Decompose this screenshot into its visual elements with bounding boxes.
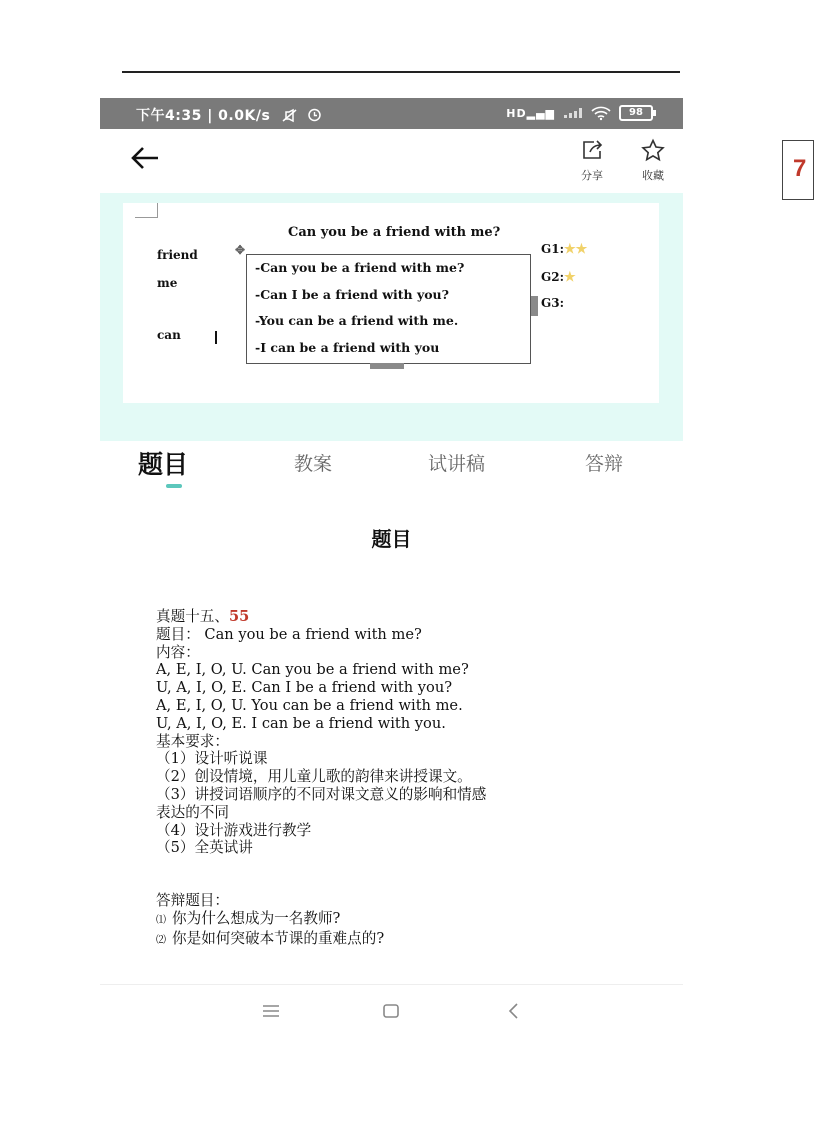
wifi-icon xyxy=(591,106,611,120)
defense-item: ⑵ 你是如何突破本节课的重难点的? xyxy=(156,929,385,947)
slide-word-can: can xyxy=(157,328,181,342)
content-line: A, E, I, O, U. You can be a friend with me. xyxy=(156,696,463,714)
defense-label: 答辩题目： xyxy=(156,892,229,910)
mute-icon xyxy=(282,109,298,122)
requirement-item: （4）设计游戏进行教学 xyxy=(156,821,312,839)
side-page-tab xyxy=(782,140,814,200)
star-icon: ★★ xyxy=(564,242,588,257)
active-tab-indicator xyxy=(166,484,182,488)
requirement-item: （2）创设情境，用儿童儿歌的韵律来讲授课文。 xyxy=(156,768,472,786)
share-button[interactable] xyxy=(572,139,612,183)
share-label: 分享 xyxy=(581,169,603,182)
spacer xyxy=(156,857,666,892)
sentence-line: -Can I be a friend with you? xyxy=(255,287,449,302)
slide-corner-mark xyxy=(135,203,158,218)
group-2: G2:★ xyxy=(541,270,576,285)
status-bar xyxy=(100,98,683,129)
slide-word-friend: friend xyxy=(157,248,198,262)
section-title: 题目 xyxy=(371,527,412,551)
slide-preview[interactable] xyxy=(100,193,683,441)
home-icon[interactable] xyxy=(379,999,403,1023)
system-nav-bar xyxy=(100,984,683,1035)
requirements-label: 基本要求： xyxy=(156,732,229,750)
sentence-line: -You can be a friend with me. xyxy=(255,313,459,328)
app-bar xyxy=(100,129,683,193)
signal-icon: HD▂▄▆ xyxy=(506,106,555,120)
status-icons xyxy=(506,105,653,121)
star-outline-icon xyxy=(641,139,665,161)
defense-item: ⑴ 你为什么想成为一名教师? xyxy=(156,909,341,927)
sentence-textbox[interactable] xyxy=(246,254,531,364)
requirement-item: （1）设计听说课 xyxy=(156,750,268,768)
tab-defense[interactable]: 答辩 xyxy=(585,453,624,475)
question-content xyxy=(156,608,666,950)
tab-topic[interactable]: 题目 xyxy=(138,450,189,479)
group-3: G3: xyxy=(541,296,565,310)
top-divider xyxy=(122,71,680,73)
alarm-icon xyxy=(307,107,322,122)
requirement-item: 表达的不同 xyxy=(156,803,229,821)
question-topic: 题目： Can you be a friend with me? xyxy=(156,625,422,643)
content-line: U, A, I, O, E. Can I be a friend with you? xyxy=(156,679,453,697)
share-icon xyxy=(580,139,604,161)
slide-word-me: me xyxy=(157,276,178,290)
back-nav-icon[interactable] xyxy=(502,999,526,1023)
star-icon: ★ xyxy=(564,270,576,285)
question-header: 真题十五、55 xyxy=(156,608,250,625)
battery-icon: 98 xyxy=(619,105,653,121)
resize-handle-bottom[interactable] xyxy=(370,363,404,369)
back-arrow-icon[interactable] xyxy=(128,141,162,175)
status-time: 下午4:35 | 0.0K/s xyxy=(136,105,322,125)
slide-title: Can you be a friend with me? xyxy=(288,225,501,240)
tab-bar xyxy=(100,441,683,493)
content-line: A, E, I, O, U. Can you be a friend with me? xyxy=(156,661,469,679)
requirement-item: （3）讲授词语顺序的不同对课文意义的影响和情感 xyxy=(156,785,487,803)
favorite-label: 收藏 xyxy=(642,169,664,182)
signal-weak-icon xyxy=(563,107,583,119)
tab-lesson-plan[interactable]: 教案 xyxy=(294,453,333,475)
phone-screen xyxy=(100,98,683,1034)
favorite-button[interactable] xyxy=(633,139,673,183)
content-line: U, A, I, O, E. I can be a friend with you. xyxy=(156,714,446,732)
sentence-line: -I can be a friend with you xyxy=(255,340,440,355)
menu-icon[interactable] xyxy=(259,999,283,1023)
resize-handle-right[interactable] xyxy=(531,296,538,316)
text-cursor xyxy=(215,331,217,344)
side-page-number: 7 xyxy=(793,155,807,182)
sentence-line: -Can you be a friend with me? xyxy=(255,260,465,275)
tab-trial-script[interactable]: 试讲稿 xyxy=(428,453,486,475)
requirement-item: （5）全英试讲 xyxy=(156,839,253,857)
group-1: G1:★★ xyxy=(541,242,588,257)
content-label: 内容： xyxy=(156,643,200,661)
move-handle-icon[interactable]: ✥ xyxy=(235,243,246,257)
slide-canvas xyxy=(123,203,659,403)
